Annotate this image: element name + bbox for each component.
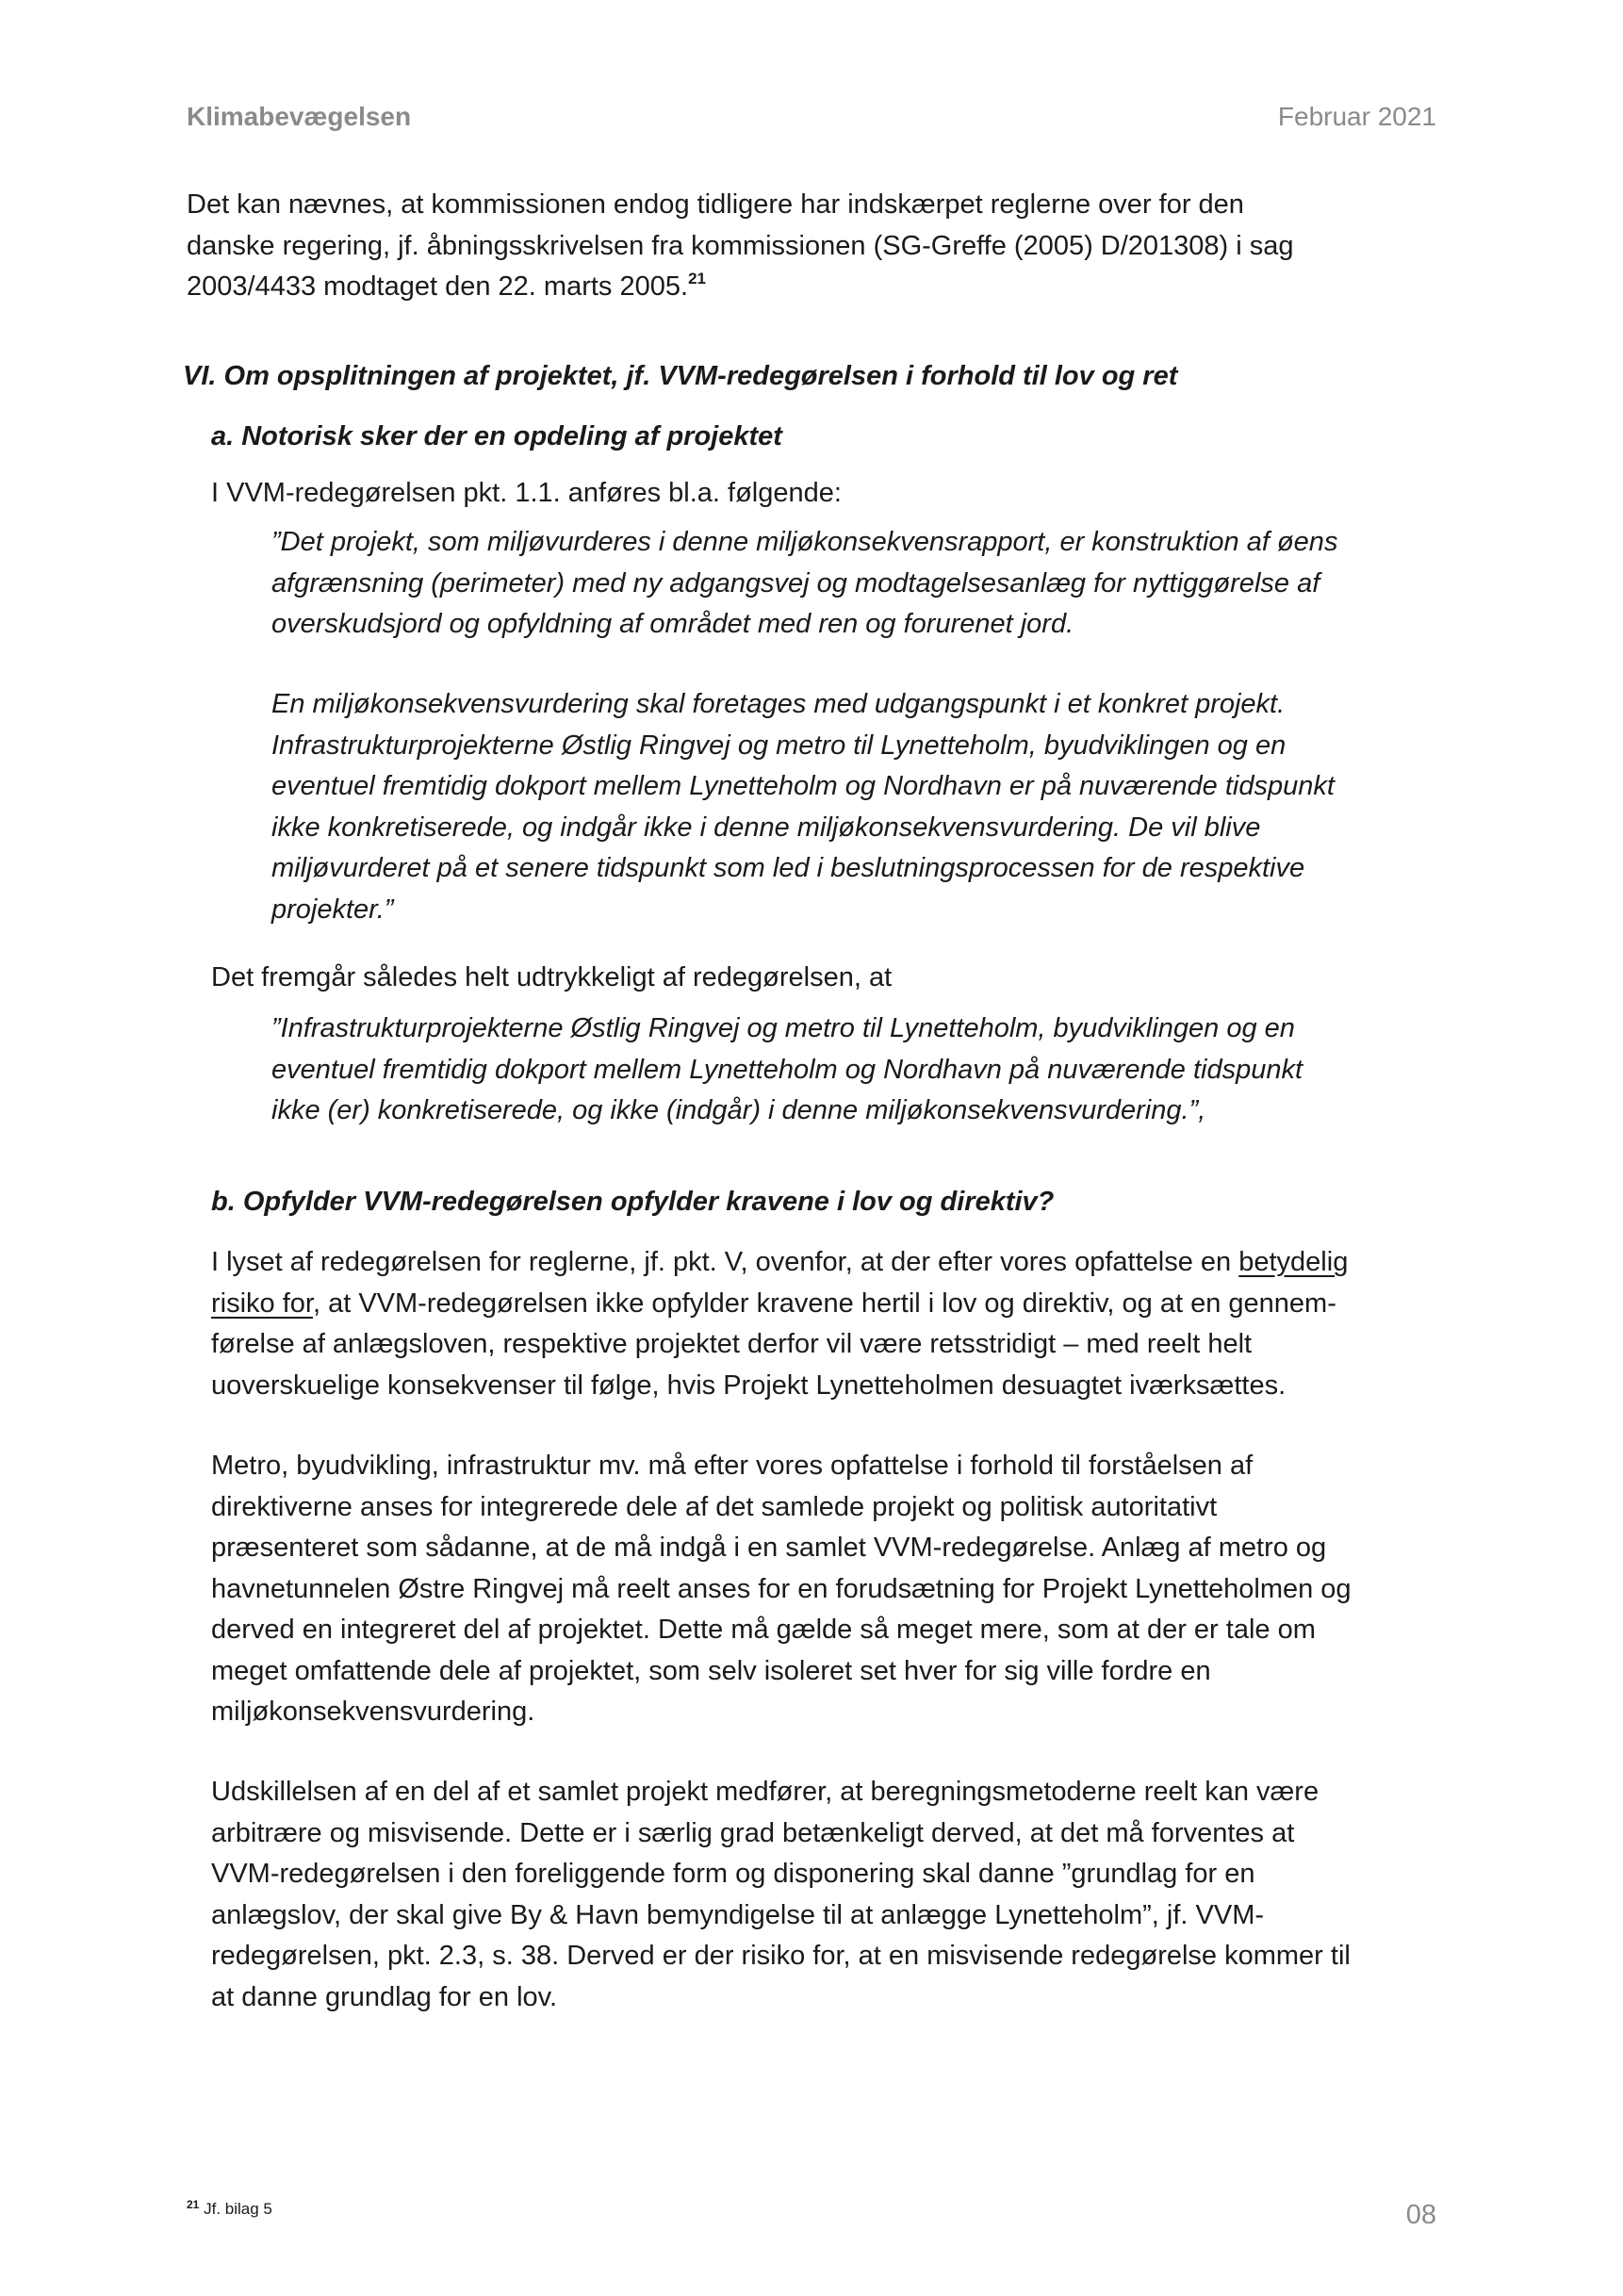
paragraph-line: anlægslov, der skal give By & Havn bemyndigelse til at anlægge Lynetteholm”, jf. VVM-	[211, 1899, 1265, 1930]
paragraph-line: VVM-redegørelsen i den foreliggende form og disponering skal danne ”grundlag for en	[211, 1859, 1255, 1889]
paragraph-line: at danne grundlag for en lov.	[211, 1981, 558, 2012]
paragraph-line: I lyset af redegørelsen for reglerne, jf. pkt. V, ovenfor, at der efter vores opfattelse en betydelig	[211, 1247, 1349, 1277]
quote-line: ”Det projekt, som miljøvurderes i denne miljøkonsekvensrapport, er konstruktion af øens	[271, 527, 1338, 557]
quote-line: Infrastrukturprojekterne Østlig Ringvej og metro til Lynetteholm, byudviklingen og en	[271, 730, 1287, 761]
paragraph-line: førelse af anlægsloven, respektive projektet derfor vil være retsstridigt – med reelt helt	[211, 1329, 1253, 1359]
subsection-heading-a: a. Notorisk sker der en opdeling af projektet	[211, 421, 782, 451]
quote-line: ikke konkretiserede, og indgår ikke i denne miljøkonsekvensvurdering. De vil blive	[271, 812, 1261, 843]
paragraph-line: direktiverne anses for integrerede dele af det samlede projekt og politisk autoritativt	[211, 1491, 1218, 1522]
subsection-heading-b: b. Opfylder VVM-redegørelsen opfylder kravene i lov og direktiv?	[211, 1187, 1055, 1217]
quote-line: overskudsjord og opfyldning af området med ren og forurenet jord.	[271, 609, 1074, 639]
quote-line: En miljøkonsekvensvurdering skal foretages med udgangspunkt i et konkret projekt.	[271, 689, 1286, 719]
block-quote	[271, 684, 1335, 930]
paragraph-line: derved en integreret del af projektet. Dette må gælde så meget mere, som at der er tale om	[211, 1615, 1316, 1645]
paragraph-line: arbitrære og misvisende. Dette er i særlig grad betænkeligt derved, at det må forventes at	[211, 1817, 1295, 1848]
intro-line: 2003/4433 modtaget den 22. marts 2005.21	[187, 270, 706, 302]
quote-line: miljøvurderet på et senere tidspunkt som led i beslutningsprocessen for de respektive	[271, 853, 1305, 883]
block-quote	[271, 522, 1337, 646]
page-number: 08	[1405, 2200, 1436, 2230]
header-organization: Klimabevægelsen	[187, 102, 412, 131]
quote-line: eventuel fremtidig dokport mellem Lynetteholm og Nordhavn er på nuværende tidspunkt	[271, 771, 1335, 801]
body-paragraph	[211, 1772, 1351, 2018]
section-heading: VI. Om opsplitningen af projektet, jf. VVM-redegørelsen i forhold til lov og ret	[183, 361, 1178, 391]
intro-line: Det kan nævnes, at kommissionen endog tidligere har indskærpet reglerne over for den	[187, 189, 1244, 220]
quote-intro-text: I VVM-redegørelsen pkt. 1.1. anføres bl.a. følgende:	[211, 478, 842, 508]
underlined-text: betydelig	[1238, 1247, 1349, 1277]
block-quote	[271, 1009, 1303, 1132]
paragraph-line: Udskillelsen af en del af et samlet projekt medfører, at beregningsmetoderne reelt kan være	[211, 1777, 1320, 1807]
paragraph-line: Metro, byudvikling, infrastruktur mv. må efter vores opfattelse i forhold til forståelsen af	[211, 1451, 1254, 1481]
paragraph-line: uoverskuelige konsekvenser til følge, hvis Projekt Lynetteholmen desuagtet iværksættes.	[211, 1369, 1287, 1401]
paragraph-line: redegørelsen, pkt. 2.3, s. 38. Derved er der risiko for, at en misvisende redegørelse kommer til	[211, 1941, 1351, 1971]
footnote-text: Jf. bilag 5	[204, 2200, 272, 2218]
quote-line: ikke (er) konkretiserede, og ikke (indgår) i denne miljøkonsekvensvurdering.”,	[271, 1095, 1206, 1125]
quote-line: eventuel fremtidig dokport mellem Lynetteholm og Nordhavn på nuværende tidspunkt	[271, 1054, 1303, 1085]
footnote-reference: 21	[688, 270, 706, 287]
paragraph-line: miljøkonsekvensvurdering.	[211, 1697, 535, 1727]
header-date: Februar 2021	[1277, 102, 1436, 131]
body-text: Det fremgår således helt udtrykkeligt af redegørelsen, at	[211, 962, 893, 992]
paragraph-line: havnetunnelen Østre Ringvej må reelt anses for en forudsætning for Projekt Lynetteholmen og	[211, 1573, 1352, 1604]
footnote	[187, 2200, 272, 2219]
body-paragraph	[211, 1242, 1348, 1406]
quote-line: projekter.”	[271, 894, 394, 925]
underlined-text: risiko for	[211, 1287, 313, 1319]
intro-paragraph	[187, 185, 1294, 308]
paragraph-line: præsenteret som sådanne, at de må indgå i en samlet VVM-redegørelse. Anlæg af metro og	[211, 1533, 1327, 1563]
paragraph-line: risiko for, at VVM-redegørelsen ikke opfylder kravene hertil i lov og direktiv, og at en gennem-	[211, 1287, 1336, 1319]
footnote-marker: 21	[187, 2198, 200, 2211]
quote-line: afgrænsning (perimeter) med ny adgangsvej og modtagelsesanlæg for nyttiggørelse af	[271, 567, 1320, 599]
quote-line: ”Infrastrukturprojekterne Østlig Ringvej og metro til Lynetteholm, byudviklingen og en	[271, 1013, 1295, 1043]
body-paragraph	[211, 1446, 1352, 1733]
paragraph-line: meget omfattende dele af projektet, som selv isoleret set hver for sig ville fordre en	[211, 1655, 1211, 1686]
intro-line: danske regering, jf. åbningsskrivelsen fra kommissionen (SG-Greffe (2005) D/201308) i sag	[187, 230, 1294, 261]
